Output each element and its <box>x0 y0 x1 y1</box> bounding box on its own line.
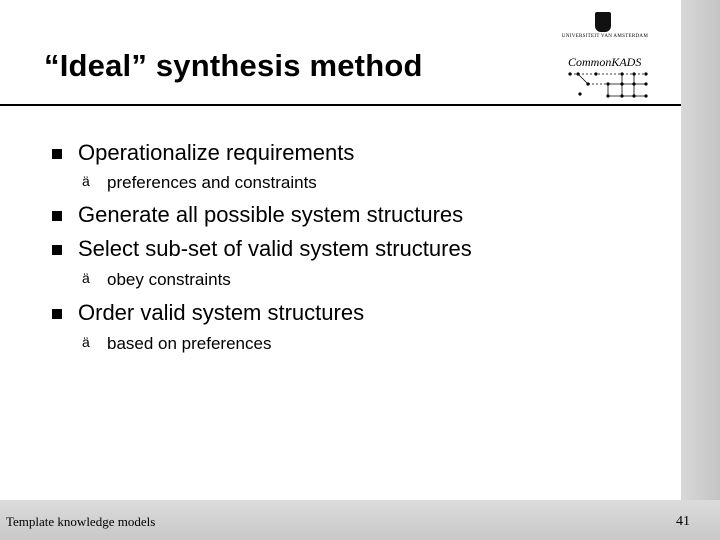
bullet-text: Order valid system structures <box>78 300 365 325</box>
title-divider <box>0 104 681 106</box>
university-name: UNIVERSITEIT VAN AMSTERDAM <box>561 34 649 39</box>
logo-block <box>560 10 670 100</box>
bullet-text: Generate all possible system structures <box>78 202 464 227</box>
square-bullet-icon <box>52 149 62 159</box>
footer-title: Template knowledge models <box>6 514 156 529</box>
sub-bullet-text: obey constraints <box>107 270 231 289</box>
bullet-text: Select sub-set of valid system structures <box>78 236 472 261</box>
square-bullet-icon <box>52 211 62 221</box>
square-bullet-icon <box>52 245 62 255</box>
university-emblem-icon <box>595 12 611 32</box>
commonkads-logo-text: CommonKADS <box>568 55 642 69</box>
bullet-text: Operationalize requirements <box>78 140 355 165</box>
sub-bullet-text: based on preferences <box>107 334 272 353</box>
right-shadow-bar <box>681 0 720 540</box>
arrow-bullet-icon: ä <box>82 334 90 350</box>
sub-bullet-text: preferences and constraints <box>107 173 317 192</box>
arrow-bullet-icon: ä <box>82 173 90 189</box>
square-bullet-icon <box>52 309 62 319</box>
slide-title: “Ideal” synthesis method <box>44 48 423 83</box>
commonkads-graph-icon <box>568 70 648 100</box>
arrow-bullet-icon: ä <box>82 270 90 286</box>
page-number: 41 <box>676 514 690 529</box>
